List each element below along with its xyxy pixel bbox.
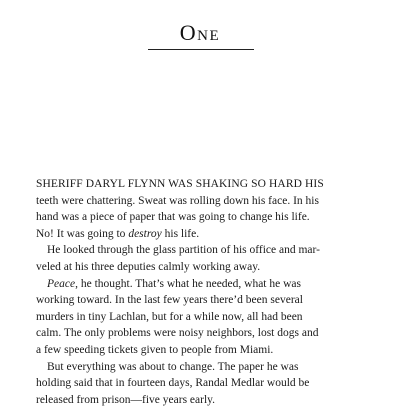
text-line: calm. The only problems were noisy neighbors, lost dogs and (36, 327, 319, 340)
text-line: He looked through the glass partition of his office and mar- (47, 244, 320, 257)
text-line: released from prison—five years early. (36, 393, 216, 406)
paragraph-4 (36, 359, 396, 408)
text-line: holding said that in fourteen days, Randal Medlar would be (36, 377, 310, 390)
text-line: No! It was going to destroy his life. (36, 227, 200, 240)
paragraph-1 (36, 176, 396, 242)
text-line: teeth were chattering. Sweat was rolling down his face. In his (36, 194, 319, 207)
chapter-title: One (179, 20, 221, 45)
text-line: SHERIFF DARYL FLYNN WAS SHAKING SO HARD HIS (36, 178, 324, 190)
paragraph-2 (36, 242, 396, 275)
chapter-heading (0, 20, 400, 46)
text-line: veled at his three deputies calmly working away. (36, 260, 261, 273)
chapter-body (36, 176, 396, 408)
text-line: murders in tiny Lachlan, but for a while now, all had been (36, 310, 303, 323)
text-line: Peace, he thought. That’s what he needed, what he was (47, 277, 301, 290)
text-line: hand was a piece of paper that was going to change his life. (36, 211, 310, 224)
emphasis: destroy (128, 227, 162, 240)
emphasis: Peace (47, 277, 76, 290)
chapter-title-rule (148, 49, 254, 50)
paragraph-3 (36, 276, 396, 359)
text-line: a few speeding tickets given to people from Miami. (36, 343, 274, 356)
text-line: working toward. In the last few years there’d been several (36, 294, 303, 307)
text-line: But everything was about to change. The paper he was (47, 360, 299, 373)
